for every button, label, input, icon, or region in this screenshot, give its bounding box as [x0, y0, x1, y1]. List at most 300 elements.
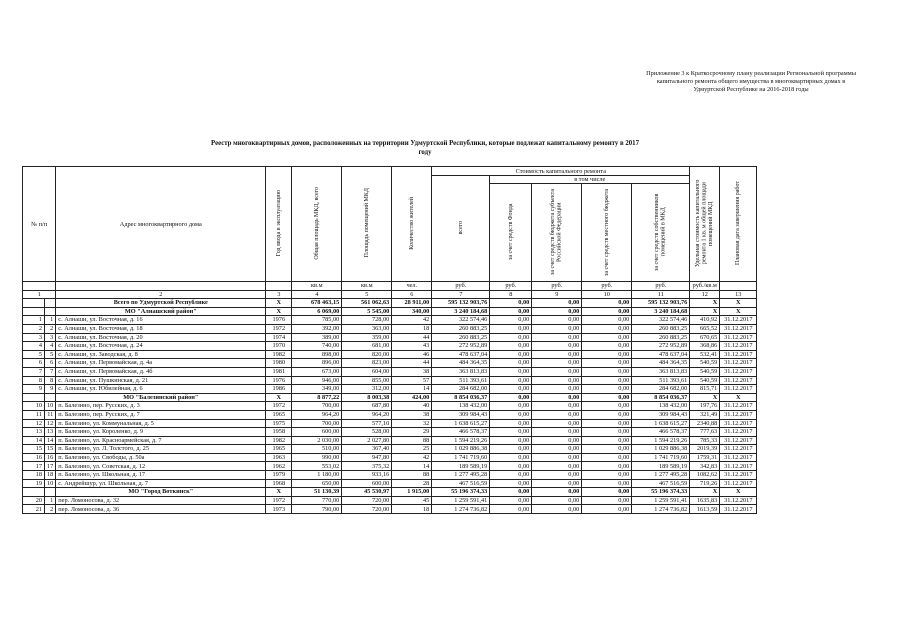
- header-residents: Количество жителей: [392, 167, 432, 282]
- residents-cell: 340,00: [392, 307, 432, 316]
- total-area-cell: 553,02: [292, 462, 342, 471]
- subject-budget-cell: 0,00: [532, 333, 582, 342]
- unit-cost-cell: 342,83: [690, 462, 720, 471]
- total-area-cell: 349,00: [292, 385, 342, 394]
- deadline-cell: 31.12.2017: [720, 453, 757, 462]
- local-budget-cell: 0,00: [582, 324, 632, 333]
- header-total: всего: [432, 176, 490, 282]
- year-cell: 1972: [266, 402, 292, 411]
- address-cell: п. Балезино, ул. Советская, д. 12: [56, 462, 266, 471]
- deadline-cell: 31.12.2017: [720, 367, 757, 376]
- owners-cell: 55 196 374,33: [632, 488, 690, 497]
- unit-cost-cell: 1635,83: [690, 496, 720, 505]
- subject-budget-cell: 0,00: [532, 342, 582, 351]
- fund-cell: 0,00: [490, 419, 532, 428]
- total-cost-cell: 466 578,37: [432, 428, 490, 437]
- unit-cell: кв.м: [292, 282, 342, 291]
- header-address: Адрес многоквартирного дома: [56, 167, 266, 282]
- table-row: [23, 402, 757, 411]
- unit-cost-cell: 197,76: [690, 402, 720, 411]
- local-budget-cell: 0,00: [582, 410, 632, 419]
- residents-cell: 42: [392, 316, 432, 325]
- annex-note: Приложение 3 к Краткосрочному плану реализации Региональной программы капитального ремонта общего имущества в многоквартирных домах в Удмуртской Республике на 2016-2018 годы: [646, 70, 856, 93]
- owners-cell: 284 682,00: [632, 385, 690, 394]
- row-number: 21: [23, 505, 45, 514]
- unit-cost-cell: 1613,59: [690, 505, 720, 514]
- address-cell: с. Алнаши, ул. Юбилейная, д. 6: [56, 385, 266, 394]
- unit-cost-cell: 1759,31: [690, 453, 720, 462]
- owners-cell: 1 594 219,26: [632, 436, 690, 445]
- subject-budget-cell: 0,00: [532, 307, 582, 316]
- rooms-area-cell: 720,00: [342, 496, 392, 505]
- total-area-cell: 700,00: [292, 402, 342, 411]
- row-number: 9: [23, 385, 45, 394]
- local-budget-cell: 0,00: [582, 453, 632, 462]
- unit-cost-cell: 321,49: [690, 410, 720, 419]
- total-cost-cell: 260 883,25: [432, 333, 490, 342]
- row-subnumber: 3: [45, 333, 56, 342]
- column-number-cell: 9: [532, 290, 582, 299]
- table-row: [23, 445, 757, 454]
- row-subnumber: 18: [45, 471, 56, 480]
- fund-cell: 0,00: [490, 402, 532, 411]
- unit-cost-cell: 540,59: [690, 359, 720, 368]
- total-cost-cell: 55 196 374,33: [432, 488, 490, 497]
- residents-cell: 44: [392, 359, 432, 368]
- owners-cell: 3 240 184,68: [632, 307, 690, 316]
- local-budget-cell: 0,00: [582, 316, 632, 325]
- header-deadline: Плановая дата завершения работ: [720, 167, 757, 282]
- unit-cell: кв.м: [342, 282, 392, 291]
- subject-budget-cell: 0,00: [532, 436, 582, 445]
- subject-budget-cell: 0,00: [532, 453, 582, 462]
- group-row: [23, 307, 757, 316]
- row-subnumber: 14: [45, 436, 56, 445]
- owners-cell: 189 589,19: [632, 462, 690, 471]
- subject-budget-cell: 0,00: [532, 350, 582, 359]
- row-number: 19: [23, 479, 45, 488]
- owners-cell: 467 516,59: [632, 479, 690, 488]
- owners-cell: 1 259 591,41: [632, 496, 690, 505]
- year-cell: X: [266, 299, 292, 308]
- address-cell: п. Балезино, ул. Коммунальная, д. 5: [56, 419, 266, 428]
- local-budget-cell: 0,00: [582, 342, 632, 351]
- deadline-cell: X: [720, 393, 757, 402]
- owners-cell: 1 741 719,60: [632, 453, 690, 462]
- deadline-cell: 31.12.2017: [720, 402, 757, 411]
- fund-cell: 0,00: [490, 324, 532, 333]
- header-local: за счет средств местного бюджета: [582, 184, 632, 282]
- residents-cell: 42: [392, 453, 432, 462]
- group-row: [23, 488, 757, 497]
- unit-cost-cell: X: [690, 299, 720, 308]
- unit-cost-cell: X: [690, 393, 720, 402]
- owners-cell: 1 274 736,82: [632, 505, 690, 514]
- subject-budget-cell: 0,00: [532, 393, 582, 402]
- rooms-area-cell: 312,00: [342, 385, 392, 394]
- owners-cell: 138 432,00: [632, 402, 690, 411]
- local-budget-cell: 0,00: [582, 376, 632, 385]
- total-cost-cell: 1 029 886,38: [432, 445, 490, 454]
- local-budget-cell: 0,00: [582, 496, 632, 505]
- fund-cell: 0,00: [490, 359, 532, 368]
- header-num: № п/п: [23, 167, 56, 282]
- column-number-cell: 2: [56, 290, 266, 299]
- fund-cell: 0,00: [490, 393, 532, 402]
- group-row: [23, 393, 757, 402]
- column-number-cell: 13: [720, 290, 757, 299]
- total-area-cell: 896,00: [292, 359, 342, 368]
- header-subject: за счет средств бюджета субъекта Российской Федерации: [532, 184, 582, 282]
- subject-budget-cell: 0,00: [532, 419, 582, 428]
- rooms-area-cell: 947,80: [342, 453, 392, 462]
- residents-cell: 424,00: [392, 393, 432, 402]
- unit-cost-cell: 665,52: [690, 324, 720, 333]
- column-number-cell: 5: [342, 290, 392, 299]
- unit-cell: руб./кв.м: [690, 282, 720, 291]
- row-subnumber: 17: [45, 462, 56, 471]
- column-number-cell: 3: [266, 290, 292, 299]
- year-cell: X: [266, 307, 292, 316]
- row-subnumber: 5: [45, 350, 56, 359]
- residents-cell: 18: [392, 505, 432, 514]
- registry-table: [22, 166, 757, 514]
- address-cell: Всего по Удмуртской Республике: [56, 299, 266, 308]
- deadline-cell: 31.12.2017: [720, 505, 757, 514]
- owners-cell: 466 578,37: [632, 428, 690, 437]
- units-row: [23, 282, 757, 291]
- year-cell: 1974: [266, 333, 292, 342]
- residents-cell: 46: [392, 350, 432, 359]
- fund-cell: 0,00: [490, 436, 532, 445]
- unit-cost-cell: 670,65: [690, 333, 720, 342]
- row-number: 3: [23, 333, 45, 342]
- rooms-area-cell: 2 027,80: [342, 436, 392, 445]
- deadline-cell: 31.12.2017: [720, 471, 757, 480]
- total-area-cell: 700,00: [292, 419, 342, 428]
- header-unit-cost: Удельная стоимость капитального ремонта 1 кв. м общей площади помещений МКД: [690, 167, 720, 282]
- address-cell: с. Алнаши, ул. Первомайская, д. 4а: [56, 359, 266, 368]
- deadline-cell: 31.12.2017: [720, 350, 757, 359]
- local-budget-cell: 0,00: [582, 488, 632, 497]
- unit-cost-cell: 540,59: [690, 367, 720, 376]
- column-number-cell: 10: [582, 290, 632, 299]
- unit-cost-cell: X: [690, 307, 720, 316]
- rooms-area-cell: 687,80: [342, 402, 392, 411]
- row-subnumber: [45, 299, 56, 308]
- column-number-cell: 11: [632, 290, 690, 299]
- total-cost-cell: 3 240 184,68: [432, 307, 490, 316]
- local-budget-cell: 0,00: [582, 359, 632, 368]
- total-area-cell: 51 130,39: [292, 488, 342, 497]
- subject-budget-cell: 0,00: [532, 359, 582, 368]
- row-subnumber: [45, 488, 56, 497]
- year-cell: 1963: [266, 453, 292, 462]
- row-subnumber: 1: [45, 316, 56, 325]
- unit-cost-cell: 777,63: [690, 428, 720, 437]
- subject-budget-cell: 0,00: [532, 488, 582, 497]
- group-row: [23, 299, 757, 308]
- local-budget-cell: 0,00: [582, 471, 632, 480]
- owners-cell: 272 952,89: [632, 342, 690, 351]
- total-cost-cell: 272 952,89: [432, 342, 490, 351]
- row-subnumber: 7: [45, 367, 56, 376]
- subject-budget-cell: 0,00: [532, 505, 582, 514]
- rooms-area-cell: 823,00: [342, 359, 392, 368]
- table-row: [23, 359, 757, 368]
- address-cell: п. Балезино, ул. Короленко, д. 9: [56, 428, 266, 437]
- row-subnumber: 10: [45, 402, 56, 411]
- address-cell: с. Алнаши, ул. Восточная, д. 16: [56, 316, 266, 325]
- total-cost-cell: 1 741 719,60: [432, 453, 490, 462]
- unit-cost-cell: 2019,39: [690, 445, 720, 454]
- local-budget-cell: 0,00: [582, 299, 632, 308]
- deadline-cell: 31.12.2017: [720, 428, 757, 437]
- total-cost-cell: 284 682,00: [432, 385, 490, 394]
- column-number-cell: 8: [490, 290, 532, 299]
- subject-budget-cell: 0,00: [532, 316, 582, 325]
- row-subnumber: 9: [45, 385, 56, 394]
- total-cost-cell: 511 393,61: [432, 376, 490, 385]
- total-cost-cell: 189 589,19: [432, 462, 490, 471]
- unit-cost-cell: X: [690, 488, 720, 497]
- total-cost-cell: 138 432,00: [432, 402, 490, 411]
- local-budget-cell: 0,00: [582, 479, 632, 488]
- year-cell: 1976: [266, 376, 292, 385]
- total-cost-cell: 309 984,43: [432, 410, 490, 419]
- row-number: 8: [23, 376, 45, 385]
- local-budget-cell: 0,00: [582, 333, 632, 342]
- rooms-area-cell: 604,00: [342, 367, 392, 376]
- year-cell: 1958: [266, 428, 292, 437]
- table-row: [23, 479, 757, 488]
- header-rooms-area: Площадь помещений МКД: [342, 167, 392, 282]
- local-budget-cell: 0,00: [582, 462, 632, 471]
- rooms-area-cell: 600,00: [342, 479, 392, 488]
- table-row: [23, 342, 757, 351]
- residents-cell: 45: [392, 496, 432, 505]
- rooms-area-cell: 933,16: [342, 471, 392, 480]
- deadline-cell: 31.12.2017: [720, 342, 757, 351]
- row-subnumber: 2: [45, 324, 56, 333]
- address-cell: п. Балезино, пер. Русских, д. 7: [56, 410, 266, 419]
- row-number: 11: [23, 410, 45, 419]
- row-subnumber: 4: [45, 342, 56, 351]
- row-subnumber: 12: [45, 419, 56, 428]
- address-cell: с. Алнаши, ул. Восточная, д. 20: [56, 333, 266, 342]
- total-area-cell: 898,00: [292, 350, 342, 359]
- residents-cell: 88: [392, 436, 432, 445]
- total-cost-cell: 484 364,35: [432, 359, 490, 368]
- table-row: [23, 410, 757, 419]
- row-number: 14: [23, 436, 45, 445]
- total-area-cell: 392,00: [292, 324, 342, 333]
- total-area-cell: 964,20: [292, 410, 342, 419]
- table-row: [23, 376, 757, 385]
- total-area-cell: 990,00: [292, 453, 342, 462]
- local-budget-cell: 0,00: [582, 385, 632, 394]
- subject-budget-cell: 0,00: [532, 324, 582, 333]
- total-area-cell: 946,00: [292, 376, 342, 385]
- row-number: 6: [23, 359, 45, 368]
- fund-cell: 0,00: [490, 316, 532, 325]
- address-cell: с. Алнаши, ул. Первомайская, д. 4б: [56, 367, 266, 376]
- column-number-cell: 1: [23, 290, 56, 299]
- unit-cell: руб.: [632, 282, 690, 291]
- rooms-area-cell: 8 003,38: [342, 393, 392, 402]
- fund-cell: 0,00: [490, 307, 532, 316]
- rooms-area-cell: 964,20: [342, 410, 392, 419]
- row-subnumber: 2: [45, 505, 56, 514]
- residents-cell: 25: [392, 445, 432, 454]
- residents-cell: 28 911,00: [392, 299, 432, 308]
- deadline-cell: 31.12.2017: [720, 462, 757, 471]
- row-number: [23, 299, 45, 308]
- row-subnumber: [45, 393, 56, 402]
- owners-cell: 8 854 036,37: [632, 393, 690, 402]
- unit-cell: чел.: [392, 282, 432, 291]
- residents-cell: 1 915,00: [392, 488, 432, 497]
- deadline-cell: X: [720, 307, 757, 316]
- fund-cell: 0,00: [490, 342, 532, 351]
- row-number: 7: [23, 367, 45, 376]
- local-budget-cell: 0,00: [582, 505, 632, 514]
- residents-cell: 18: [392, 324, 432, 333]
- address-cell: пер. Ломоносова, д. 36: [56, 505, 266, 514]
- unit-cost-cell: 1082,62: [690, 471, 720, 480]
- table-row: [23, 428, 757, 437]
- deadline-cell: 31.12.2017: [720, 419, 757, 428]
- column-numbers-row: [23, 290, 757, 299]
- unit-cell: руб.: [432, 282, 490, 291]
- local-budget-cell: 0,00: [582, 307, 632, 316]
- row-subnumber: 8: [45, 376, 56, 385]
- column-number-cell: 6: [392, 290, 432, 299]
- total-cost-cell: 1 277 495,28: [432, 471, 490, 480]
- subject-budget-cell: 0,00: [532, 496, 582, 505]
- total-cost-cell: 260 883,25: [432, 324, 490, 333]
- subject-budget-cell: 0,00: [532, 471, 582, 480]
- year-cell: 1976: [266, 316, 292, 325]
- total-area-cell: 650,00: [292, 479, 342, 488]
- subject-budget-cell: 0,00: [532, 402, 582, 411]
- total-area-cell: 510,00: [292, 445, 342, 454]
- total-area-cell: 6 069,00: [292, 307, 342, 316]
- total-cost-cell: 8 854 036,37: [432, 393, 490, 402]
- header-owners: за счет средств собственников помещений в МКД: [632, 184, 690, 282]
- deadline-cell: 31.12.2017: [720, 436, 757, 445]
- total-area-cell: 785,00: [292, 316, 342, 325]
- fund-cell: 0,00: [490, 453, 532, 462]
- rooms-area-cell: 561 062,63: [342, 299, 392, 308]
- fund-cell: 0,00: [490, 367, 532, 376]
- year-cell: 1981: [266, 367, 292, 376]
- residents-cell: 38: [392, 410, 432, 419]
- table-row: [23, 350, 757, 359]
- year-cell: 1986: [266, 385, 292, 394]
- total-area-cell: 790,00: [292, 505, 342, 514]
- year-cell: 1972: [266, 496, 292, 505]
- table-row: [23, 471, 757, 480]
- table-row: [23, 316, 757, 325]
- subject-budget-cell: 0,00: [532, 367, 582, 376]
- unit-cost-cell: 540,59: [690, 376, 720, 385]
- address-cell: МО "Балезинский район": [56, 393, 266, 402]
- owners-cell: 309 984,43: [632, 410, 690, 419]
- total-area-cell: 1 180,00: [292, 471, 342, 480]
- address-cell: МО "Город Воткинск": [56, 488, 266, 497]
- local-budget-cell: 0,00: [582, 393, 632, 402]
- row-subnumber: 6: [45, 359, 56, 368]
- address-cell: п. Балезино, ул. Л. Толстого, д. 25: [56, 445, 266, 454]
- row-subnumber: 10: [45, 479, 56, 488]
- column-number-cell: 4: [292, 290, 342, 299]
- total-cost-cell: 1 259 591,41: [432, 496, 490, 505]
- unit-cell: руб.: [532, 282, 582, 291]
- address-cell: п. Балезино, ул. Школьная, д. 17: [56, 471, 266, 480]
- rooms-area-cell: 363,00: [342, 324, 392, 333]
- unit-cost-cell: 368,86: [690, 342, 720, 351]
- deadline-cell: 31.12.2017: [720, 385, 757, 394]
- column-number-cell: 12: [690, 290, 720, 299]
- total-cost-cell: 363 813,83: [432, 367, 490, 376]
- local-budget-cell: 0,00: [582, 367, 632, 376]
- table-row: [23, 333, 757, 342]
- column-number-cell: 7: [432, 290, 490, 299]
- residents-cell: 88: [392, 471, 432, 480]
- subject-budget-cell: 0,00: [532, 385, 582, 394]
- local-budget-cell: 0,00: [582, 402, 632, 411]
- year-cell: 1965: [266, 445, 292, 454]
- rooms-area-cell: 720,00: [342, 505, 392, 514]
- unit-cost-cell: 410,92: [690, 316, 720, 325]
- total-area-cell: 770,00: [292, 496, 342, 505]
- local-budget-cell: 0,00: [582, 428, 632, 437]
- unit-cell: [23, 282, 56, 291]
- row-number: 17: [23, 462, 45, 471]
- year-cell: 1982: [266, 436, 292, 445]
- table-row: [23, 462, 757, 471]
- total-cost-cell: 467 516,59: [432, 479, 490, 488]
- address-cell: п. Балезино, пер. Русских, д. 3: [56, 402, 266, 411]
- subject-budget-cell: 0,00: [532, 410, 582, 419]
- subject-budget-cell: 0,00: [532, 445, 582, 454]
- subject-budget-cell: 0,00: [532, 376, 582, 385]
- address-cell: МО "Алнашский район": [56, 307, 266, 316]
- fund-cell: 0,00: [490, 505, 532, 514]
- owners-cell: 484 364,35: [632, 359, 690, 368]
- row-subnumber: 13: [45, 428, 56, 437]
- owners-cell: 511 393,61: [632, 376, 690, 385]
- total-area-cell: 2 030,00: [292, 436, 342, 445]
- fund-cell: 0,00: [490, 496, 532, 505]
- fund-cell: 0,00: [490, 488, 532, 497]
- row-number: [23, 393, 45, 402]
- owners-cell: 260 883,25: [632, 324, 690, 333]
- table-row: [23, 436, 757, 445]
- address-cell: п. Балезино, ул. Красноармейская, д. 7: [56, 436, 266, 445]
- owners-cell: 1 638 615,27: [632, 419, 690, 428]
- total-cost-cell: 595 132 903,76: [432, 299, 490, 308]
- header-incl: в том числе: [490, 176, 690, 184]
- row-number: 18: [23, 471, 45, 480]
- unit-cost-cell: 785,33: [690, 436, 720, 445]
- fund-cell: 0,00: [490, 445, 532, 454]
- unit-cell: [720, 282, 757, 291]
- total-area-cell: 600,00: [292, 428, 342, 437]
- fund-cell: 0,00: [490, 462, 532, 471]
- address-cell: с. Алнаши, ул. Пушкинская, д. 21: [56, 376, 266, 385]
